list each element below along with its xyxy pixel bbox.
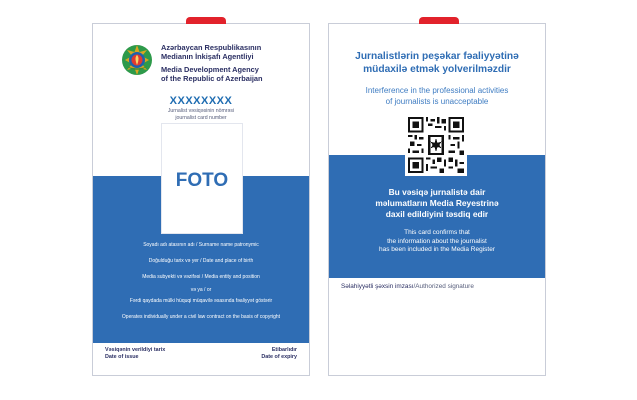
- field-media-entity: Media subyekti və vəzifəsi / Media entity and position: [142, 274, 260, 280]
- field-birth: Doğulduğu tarix və yer / Date and place of birth: [148, 258, 254, 264]
- confirmation-text-az: [339, 187, 535, 220]
- agency-name-az-line1: Azərbaycan Respublikasının: [161, 43, 262, 52]
- field-individual-az: Fərdi qaydada mülki hüquqi müqavilə əsasında fəaliyyət göstərir: [129, 298, 273, 304]
- confirmation-en-line3: has been included in the Media Register: [379, 246, 495, 253]
- signature-label: [341, 283, 537, 290]
- issue-date-label: [105, 347, 165, 361]
- agency-name: [161, 43, 306, 83]
- lanyard-clip: [186, 17, 226, 24]
- confirmation-az-line2: məlumatların Media Reyestrinə: [375, 198, 499, 208]
- back-subtitle-line1: Interference in the professional activities: [365, 86, 509, 95]
- journalist-card-front: [92, 23, 310, 376]
- azerbaijan-state-emblem-icon: [121, 44, 153, 76]
- confirmation-az-line1: Bu vəsiqə jurnalistə dair: [388, 187, 486, 197]
- expiry-date-label-en: Date of expiry: [261, 354, 297, 360]
- confirmation-text-en: [339, 229, 535, 255]
- signature-separator: /: [413, 283, 416, 290]
- photo-label: FOTO: [175, 170, 229, 191]
- signature-label-en: Authorized signature: [415, 283, 474, 290]
- confirmation-en-line2: the information about the journalist: [387, 237, 487, 245]
- card-number-label-az: Jurnalist vəsiqəsinin nömrəsi: [167, 108, 235, 114]
- confirmation-en-line1: This card confirms that: [404, 229, 470, 236]
- agency-name-en-line2: of the Republic of Azerbaijan: [161, 74, 263, 83]
- back-title: [335, 50, 539, 76]
- field-name: Soyadı adı atasının adı / Surname name patronymic: [143, 242, 259, 248]
- photo-placeholder: [161, 123, 243, 234]
- field-or: və ya / or: [190, 287, 212, 293]
- field-individual-en: Operates individually under a civil law contract on the basis of copyright: [121, 314, 281, 320]
- agency-name-en-line1: Media Development Agency: [161, 65, 259, 74]
- qr-code-icon[interactable]: [405, 114, 467, 176]
- expiry-date-label: [261, 347, 297, 361]
- confirmation-az-line3: daxil edildiyini təsdiq edir: [385, 209, 489, 219]
- back-subtitle-line2: of journalists is unacceptable: [385, 96, 489, 106]
- agency-name-az-line2: Medianın İnkişafı Agentliyi: [161, 52, 254, 61]
- expiry-date-label-az: Etibarlıdır: [271, 347, 297, 353]
- card-number: XXXXXXXX: [169, 95, 233, 107]
- issue-date-label-az: Vəsiqənin verildiyi tarix: [105, 347, 166, 353]
- journalist-card-back: [328, 23, 546, 376]
- lanyard-clip: [419, 17, 459, 24]
- issue-date-label-en: Date of issue: [105, 354, 139, 360]
- back-title-line2: müdaxilə etmək yolverilməzdir: [363, 64, 511, 75]
- back-subtitle: [335, 86, 539, 107]
- card-number-label-en: journalist card number: [175, 115, 227, 121]
- signature-label-az: Səlahiyyətli şəxsin imzası: [341, 283, 414, 290]
- back-title-line1: Jurnalistlərin peşəkar fəaliyyətinə: [355, 51, 519, 62]
